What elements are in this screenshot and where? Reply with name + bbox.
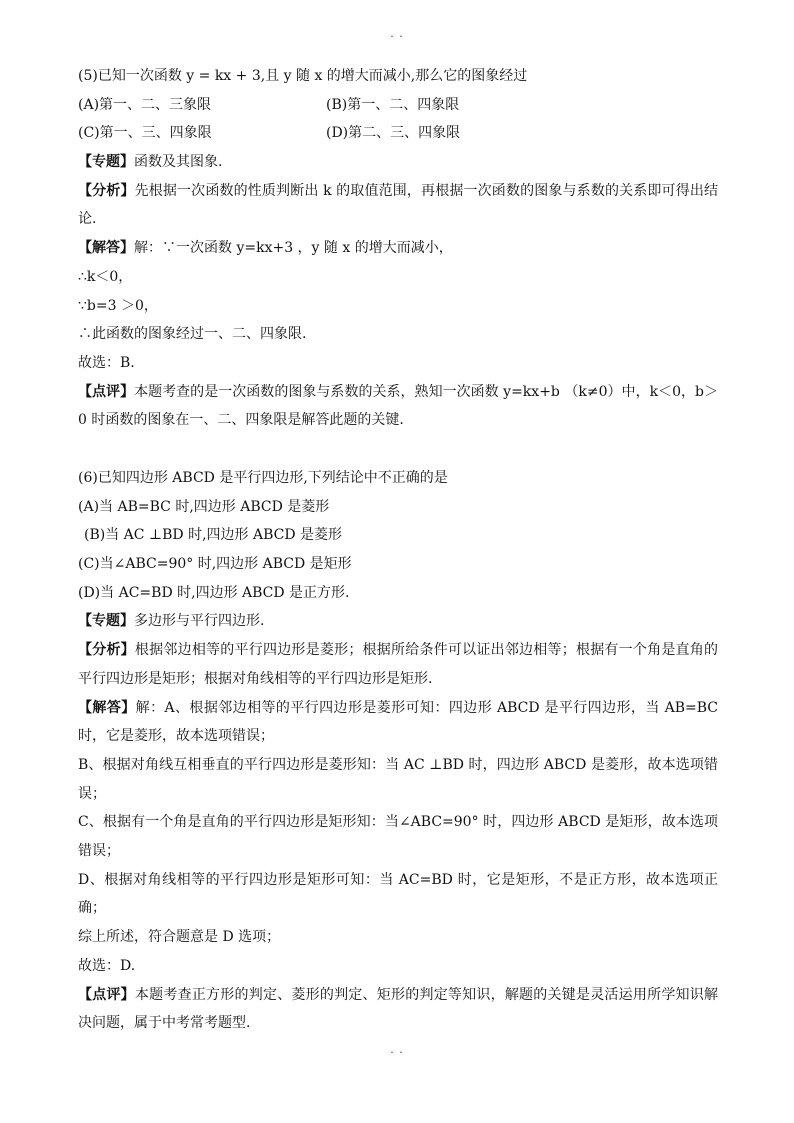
q5-analysis-label: 【分析】 <box>78 182 135 199</box>
q5-options-row-1 <box>78 91 718 120</box>
q6-solution-para-6: 故选：D. <box>78 957 136 974</box>
q6-solution-label: 【解答】 <box>78 699 136 716</box>
q6-solution-para-5: 综上所述，符合题意是 D 选项； <box>78 929 281 946</box>
q6-review-text: 本题考查正方形的判定、菱形的判定、矩形的判定等知识，解题的关键是灵活运用所学知识解决问题，属于中考常考题型. <box>78 986 719 1032</box>
q6-solution-para-2: B、根据对角线互相垂直的平行四边形是菱形知：当 AC ⊥BD 时，四边形 ABCD 是菱形，故本选项错误； <box>78 756 718 802</box>
q6-option-b: (B)当 AC ⊥BD 时,四边形 ABCD 是菱形 <box>84 527 343 544</box>
q6-topic-text: 多边形与平行四边形. <box>134 613 265 630</box>
q5-solution-text-1: 解：∵一次函数 y=kx+3 ，y 随 x 的增大而减小， <box>134 240 453 257</box>
q6-topic-label: 【专题】 <box>78 613 134 630</box>
q5-options-row-2 <box>78 119 718 148</box>
q5-option-d: (D)第二、三、四象限 <box>326 125 461 142</box>
q5-analysis-text: 先根据一次函数的性质判断出 k 的取值范围，再根据一次函数的图象与系数的关系即可得出结论. <box>78 182 718 228</box>
q5-solution-line-2: ∴k＜0， <box>78 268 133 285</box>
q5-stem: (5)已知一次函数 y = kx + 3,且 y 随 x 的增大而减小,那么它的图象经过 <box>78 68 528 84</box>
q6-analysis-label: 【分析】 <box>78 642 135 659</box>
document-body <box>78 62 718 1038</box>
q5-solution-line-4: ∴此函数的图象经过一、二、四象限. <box>78 326 307 343</box>
q6-topic <box>78 607 718 636</box>
q6-solution-para-3: C、根据有一个角是直角的平行四边形是矩形知：当∠ABC=90° 时，四边形 ABCD 是矩形，故本选项错误； <box>78 814 718 860</box>
q5-topic-label: 【专题】 <box>78 154 134 171</box>
q6-option-c: (C)当∠ABC=90° 时,四边形 ABCD 是矩形 <box>78 556 352 573</box>
q5-solution-line-1 <box>78 234 718 263</box>
q6-solution-para-1 <box>78 694 718 751</box>
q5-option-c: (C)第一、三、四象限 <box>78 125 212 142</box>
page-mark-top: · · <box>390 30 404 43</box>
q5-option-b: (B)第一、二、四象限 <box>326 96 460 113</box>
q6-analysis <box>78 636 718 693</box>
q5-option-a: (A)第一、二、三象限 <box>78 96 212 113</box>
q6-analysis-text: 根据邻边相等的平行四边形是菱形；根据所给条件可以证出邻边相等；根据有一个角是直角的平行四边形是矩形；根据对角线相等的平行四边形是矩形. <box>78 642 719 687</box>
q5-review <box>78 378 718 435</box>
q6-review <box>78 981 718 1038</box>
q5-solution-line-5: 故选：B. <box>78 354 135 371</box>
q6-review-label: 【点评】 <box>78 986 135 1003</box>
q6-option-a: (A)当 AB=BC 时,四边形 ABCD 是菱形 <box>78 498 330 515</box>
q5-solution-line-3: ∵b=3 ＞0， <box>78 297 158 314</box>
q6-solution-text-1: 解：A、根据邻边相等的平行四边形是菱形可知：四边形 ABCD 是平行四边形，当 AB=BC 时，它是菱形，故本选项错误； <box>78 699 718 745</box>
q6-option-d: (D)当 AC=BD 时,四边形 ABCD 是正方形. <box>78 584 350 601</box>
q6-solution-para-4: D、根据对角线相等的平行四边形是矩形可知：当 AC=BD 时，它是矩形，不是正方形，故本选项正确； <box>78 871 718 917</box>
q5-review-label: 【点评】 <box>78 383 135 400</box>
q5-review-text: 本题考查的是一次函数的图象与系数的关系，熟知一次函数 y=kx+b （k≠0）中，k＜0，b＞0 时函数的图象在一、二、四象限是解答此题的关键. <box>78 383 718 429</box>
q6-stem: (6)已知四边形 ABCD 是平行四边形,下列结论中不正确的是 <box>78 470 448 486</box>
question-spacer <box>78 435 718 464</box>
q5-topic <box>78 148 718 177</box>
page-mark-bottom: · · <box>390 1046 404 1059</box>
q5-solution-label: 【解答】 <box>78 240 134 257</box>
q5-analysis <box>78 177 718 234</box>
q5-topic-text: 函数及其图象. <box>134 154 223 171</box>
